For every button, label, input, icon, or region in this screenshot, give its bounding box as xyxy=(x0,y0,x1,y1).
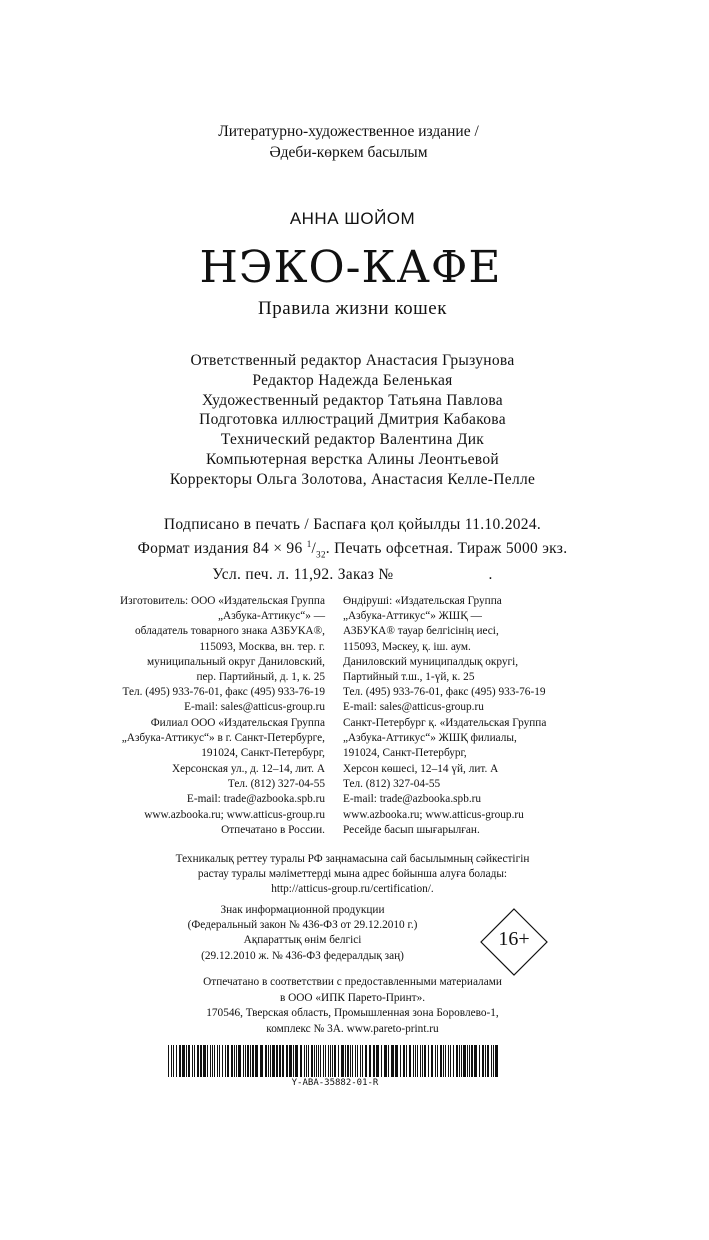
barcode-bar xyxy=(308,1045,309,1077)
barcode-bar xyxy=(171,1045,172,1077)
format-fraction-denominator: 32 xyxy=(316,549,326,560)
barcode-bar xyxy=(320,1045,321,1077)
info-sign-line: (Федеральный закон № 436-ФЗ от 29.12.2010 г.) xyxy=(187,919,418,932)
barcode-bar xyxy=(482,1045,484,1077)
branch-ru-line: E-mail: trade@azbooka.spb.ru xyxy=(186,793,325,806)
barcode-bar xyxy=(176,1045,177,1077)
barcode-bar xyxy=(479,1045,480,1077)
barcode-bar xyxy=(238,1045,241,1077)
barcode-bar xyxy=(440,1045,442,1077)
barcode-bar xyxy=(192,1045,193,1077)
barcode-bar xyxy=(279,1045,281,1077)
credit-line: Ответственный редактор Анастасия Грызунова xyxy=(190,352,515,369)
branch-kz-line: Херсон көшесі, 12–14 үй, лит. А xyxy=(343,762,499,775)
format-fraction-numerator: 1 xyxy=(306,538,312,549)
printer-line: 170546, Тверская область, Промышленная зона Боровлево-1, xyxy=(206,1007,499,1020)
barcode-bar xyxy=(222,1045,223,1077)
manufacturer-ru-line: 115093, Москва, вн. тер. г. xyxy=(199,640,325,653)
barcode-bar xyxy=(345,1045,346,1077)
manufacturer-kz-line: „Азбука-Аттикус“» ЖШҚ — xyxy=(343,610,482,623)
barcode-bar xyxy=(219,1045,220,1077)
sheets-line: Усл. печ. л. 11,92. Заказ № . xyxy=(212,565,493,583)
barcode-bar xyxy=(306,1045,307,1077)
barcode-bar xyxy=(485,1045,486,1077)
certification-line: http://atticus-group.ru/certification/. xyxy=(271,883,434,896)
barcode-bar xyxy=(265,1045,267,1077)
barcode-bar xyxy=(357,1045,358,1077)
barcode-bar xyxy=(491,1045,492,1077)
barcode-bar xyxy=(443,1045,444,1077)
credit-line: Технический редактор Валентина Дик xyxy=(220,431,485,449)
barcode-bar xyxy=(173,1045,174,1077)
barcode-bar xyxy=(347,1045,349,1077)
printer-info xyxy=(0,975,707,1037)
barcode-bar xyxy=(341,1045,344,1077)
barcode-bar xyxy=(182,1045,185,1077)
barcode-bar xyxy=(445,1045,446,1077)
barcode-bar xyxy=(334,1045,336,1077)
barcode-bar xyxy=(247,1045,249,1077)
barcode-bar xyxy=(168,1045,169,1077)
manufacturer-ru-line: E-mail: sales@atticus-group.ru xyxy=(184,701,325,714)
manufacturer-kz-line: Даниловский муниципалдық округі, xyxy=(343,655,519,668)
manufacturer-ru-line: пер. Партийный, д. 1, к. 25 xyxy=(196,671,325,684)
barcode-bar xyxy=(355,1045,356,1077)
genre-line-kz: Әдеби-көркем басылым xyxy=(269,144,428,161)
barcode-bar xyxy=(272,1045,275,1077)
branch-kz xyxy=(343,716,593,807)
web-kz xyxy=(343,808,593,838)
info-sign-line: Ақпараттық өнім белгісі xyxy=(243,934,362,947)
certification-note xyxy=(0,852,707,898)
barcode-bar xyxy=(415,1045,416,1077)
branch-kz-line: Тел. (812) 327-04-55 xyxy=(343,777,441,790)
barcode-bar xyxy=(350,1045,351,1077)
credit-line: Редактор Надежда Беленькая xyxy=(252,371,453,389)
barcode-bar xyxy=(453,1045,454,1077)
barcode-bar xyxy=(231,1045,233,1077)
barcode-bar xyxy=(362,1045,363,1077)
manufacturer-kz-line: 115093, Мәскеу, қ. іш. аум. xyxy=(343,640,471,653)
book-title: НЭКО-КАФЕ xyxy=(199,242,502,293)
barcode-bar xyxy=(236,1045,237,1077)
barcode-bar xyxy=(474,1045,477,1077)
barcode-bar xyxy=(376,1045,379,1077)
manufacturer-kz xyxy=(343,594,593,716)
manufacturer-kz-line: Өндіруші: «Издательская Группа xyxy=(343,595,502,607)
info-sign-line: (29.12.2010 ж. № 436-ФЗ федералдық заң) xyxy=(201,949,404,962)
web-kz-line: Ресейде басып шығарылған. xyxy=(343,824,480,837)
barcode-bar xyxy=(304,1045,305,1077)
barcode-bar xyxy=(373,1045,375,1077)
branch-ru-line: Херсонская ул., д. 12–14, лит. А xyxy=(171,762,325,775)
barcode-bar xyxy=(495,1045,498,1077)
barcode-bar xyxy=(448,1045,449,1077)
web-ru-line: Отпечатано в России. xyxy=(221,824,325,837)
barcode-bar xyxy=(282,1045,284,1077)
barcode-bar xyxy=(286,1045,288,1077)
barcode-bar xyxy=(250,1045,251,1077)
barcode-bar xyxy=(365,1045,367,1077)
genre-label xyxy=(0,121,709,163)
manufacturer-kz-line: Партийный т.ш., 1-үй, к. 25 xyxy=(343,671,475,684)
barcode-bar xyxy=(255,1045,258,1077)
credit-line: Подготовка иллюстраций Дмитрия Кабакова xyxy=(199,411,506,429)
barcode-bar xyxy=(328,1045,329,1077)
manufacturer-ru-line: муниципальный округ Даниловский, xyxy=(147,655,325,668)
info-sign-line: Знак информационной продукции xyxy=(220,904,385,916)
barcode-bar xyxy=(316,1045,317,1077)
barcode-bar xyxy=(325,1045,326,1077)
barcode-bar xyxy=(467,1045,468,1077)
barcode-bar xyxy=(459,1045,460,1077)
branch-ru xyxy=(30,716,325,807)
manufacturer-ru-line: „Азбука-Аттикус“» — xyxy=(218,610,325,623)
barcode-bar xyxy=(406,1045,407,1077)
format-prefix: Формат издания 84 × 96 xyxy=(137,539,303,557)
barcode-text: Y-ABA-35882-01-R xyxy=(291,1078,379,1088)
branch-ru-line: „Азбука-Аттикус“» в г. Санкт-Петербурге, xyxy=(121,732,325,745)
printer-line: комплекс № 3А. www.pareto-print.ru xyxy=(266,1022,439,1035)
barcode-bar xyxy=(217,1045,218,1077)
barcode-bar xyxy=(245,1045,246,1077)
barcode-bar xyxy=(194,1045,195,1077)
format-line: Формат издания 84 × 96 $^1/_{32}$. Печать офсетная. Тираж 5000 экз. xyxy=(137,538,568,560)
barcode-bar xyxy=(437,1045,438,1077)
barcode-bar xyxy=(388,1045,389,1077)
credit-line: Компьютерная верстка Алины Леонтьевой xyxy=(206,450,499,468)
certification-line: Техникалық реттеу туралы РФ заңнамасына сай басылымның сәйкестігін xyxy=(175,853,530,865)
branch-ru-line: Тел. (812) 327-04-55 xyxy=(227,777,325,790)
barcode-bar xyxy=(352,1045,353,1077)
editorial-credits xyxy=(0,351,707,490)
barcode-bar xyxy=(197,1045,199,1077)
signed-date: Подписано в печать / Баспаға қол қойылды 11.10.2024. xyxy=(163,516,542,533)
barcode-bar xyxy=(456,1045,458,1077)
barcode-bar xyxy=(207,1045,208,1077)
barcode-bar xyxy=(463,1045,466,1077)
barcode-bar xyxy=(384,1045,387,1077)
barcode-bar xyxy=(252,1045,254,1077)
branch-kz-line: „Азбука-Аттикус“» ЖШҚ филиалы, xyxy=(343,732,517,745)
barcode-bar xyxy=(212,1045,213,1077)
info-product-sign xyxy=(160,903,445,964)
manufacturer-kz-line: Тел. (495) 933-76-01, факс (495) 933-76-19 xyxy=(343,686,546,699)
branch-ru-line: Филиал ООО «Издательская Группа xyxy=(150,717,325,729)
barcode-bar xyxy=(323,1045,324,1077)
book-subtitle: Правила жизни кошек xyxy=(258,298,447,319)
web-ru-line: www.azbooka.ru; www.atticus-group.ru xyxy=(144,809,325,821)
barcode-bar xyxy=(471,1045,473,1077)
barcode-bar xyxy=(268,1045,269,1077)
manufacturer-ru-line: Изготовитель: ООО «Издательская Группа xyxy=(119,595,325,607)
barcode-bar xyxy=(179,1045,181,1077)
barcode-bar xyxy=(243,1045,244,1077)
age-rating-label: 16+ xyxy=(498,928,530,950)
barcode-bar xyxy=(487,1045,489,1077)
barcode-bar xyxy=(314,1045,315,1077)
barcode-bar xyxy=(295,1045,298,1077)
barcode-bar xyxy=(469,1045,470,1077)
barcode-bar xyxy=(403,1045,405,1077)
barcode-bar xyxy=(300,1045,302,1077)
printer-line: в ООО «ИПК Парето-Принт». xyxy=(279,991,426,1004)
barcode-image xyxy=(168,1045,498,1077)
barcode-bar xyxy=(493,1045,494,1077)
barcode-bar xyxy=(400,1045,401,1077)
barcode-bar xyxy=(413,1045,414,1077)
barcode-bar xyxy=(234,1045,235,1077)
manufacturer-kz-line: E-mail: sales@atticus-group.ru xyxy=(343,701,484,714)
barcode-bar xyxy=(435,1045,436,1077)
barcode-bar xyxy=(227,1045,229,1077)
barcode-bar xyxy=(332,1045,333,1077)
credit-line: Художественный редактор Татьяна Павлова xyxy=(202,391,503,409)
barcode-bar xyxy=(311,1045,313,1077)
barcode-bar xyxy=(409,1045,411,1077)
barcode-bar xyxy=(338,1045,339,1077)
print-info xyxy=(0,515,707,585)
manufacturer-ru-line: Тел. (495) 933-76-01, факс (495) 933-76-19 xyxy=(122,686,325,699)
branch-kz-line: 191024, Санкт-Петербург, xyxy=(343,747,467,760)
barcode-bar xyxy=(395,1045,398,1077)
barcode-bar xyxy=(391,1045,394,1077)
barcode-bar xyxy=(360,1045,361,1077)
branch-kz-line: Санкт-Петербург қ. «Издательская Группа xyxy=(343,717,547,729)
manufacturer-ru-line: обладатель товарного знака АЗБУКА®, xyxy=(134,625,325,638)
barcode-bar xyxy=(381,1045,382,1077)
barcode-bar xyxy=(260,1045,263,1077)
barcode-bar xyxy=(369,1045,371,1077)
author-name: АННА ШОЙОМ xyxy=(289,209,416,228)
format-suffix: . Печать офсетная. Тираж 5000 экз. xyxy=(325,539,568,557)
barcode-bar xyxy=(424,1045,426,1077)
barcode-bar xyxy=(330,1045,331,1077)
barcode-bar xyxy=(289,1045,292,1077)
barcode-bar xyxy=(214,1045,215,1077)
manufacturer-ru xyxy=(30,594,325,716)
barcode-bar xyxy=(225,1045,226,1077)
barcode-bar xyxy=(276,1045,278,1077)
barcode-bar xyxy=(431,1045,433,1077)
barcode-bar xyxy=(203,1045,206,1077)
barcode-bar xyxy=(422,1045,423,1077)
web-ru xyxy=(30,808,325,838)
barcode-bar xyxy=(450,1045,451,1077)
barcode-bar xyxy=(461,1045,462,1077)
barcode-bar xyxy=(318,1045,319,1077)
certification-line: растау туралы мәліметтерді мына адрес бойынша алуға болады: xyxy=(197,868,508,881)
barcode-bar xyxy=(188,1045,190,1077)
barcode-bar xyxy=(186,1045,187,1077)
branch-kz-line: E-mail: trade@azbooka.spb.ru xyxy=(343,793,482,806)
web-kz-line: www.azbooka.ru; www.atticus-group.ru xyxy=(343,809,524,821)
sheets-text: Усл. печ. л. 11,92. Заказ № xyxy=(212,565,394,583)
printer-line: Отпечатано в соответствии с предоставленными материалами xyxy=(203,976,502,988)
barcode-bar xyxy=(417,1045,418,1077)
genre-line-ru: Литературно-художественное издание / xyxy=(218,123,479,140)
branch-ru-line: 191024, Санкт-Петербург, xyxy=(201,747,325,760)
barcode-bar xyxy=(200,1045,202,1077)
credit-line: Корректоры Ольга Золотова, Анастасия Келле-Пелле xyxy=(169,470,536,488)
barcode-bar xyxy=(428,1045,429,1077)
barcode-bar xyxy=(420,1045,421,1077)
manufacturer-kz-line: АЗБУКА® тауар белгісінің иесі, xyxy=(343,625,499,638)
barcode-bar xyxy=(293,1045,294,1077)
barcode-bar xyxy=(210,1045,211,1077)
barcode-bar xyxy=(270,1045,271,1077)
